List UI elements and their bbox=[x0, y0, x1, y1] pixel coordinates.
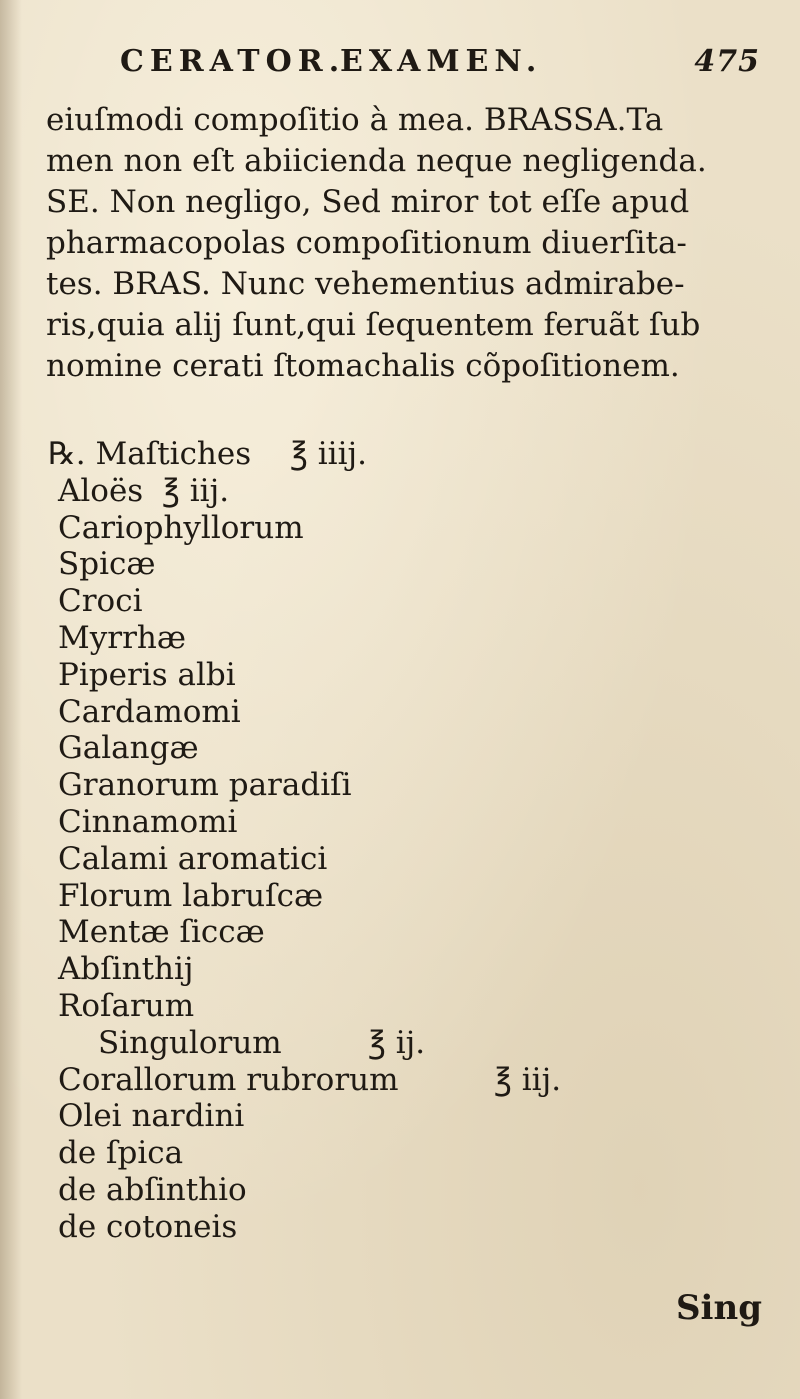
ingredient-name: Singulorum bbox=[98, 1024, 282, 1061]
paragraph-line: tes. BRAS. Nunc vehementius admirabe- bbox=[46, 266, 685, 302]
paragraph-line: eiuſmodi compoſitio à mea. BRASSA.Ta bbox=[46, 102, 664, 138]
ingredient-name: Cariophyllorum bbox=[58, 509, 304, 546]
ingredient-quantity: ℥ iij. bbox=[494, 1061, 562, 1098]
paragraph-line: men non eſt abiicienda neque negligenda. bbox=[46, 143, 707, 179]
recipe-row bbox=[58, 730, 778, 767]
ingredient-name: Cardamomi bbox=[58, 693, 241, 730]
ingredient-name: Croci bbox=[58, 583, 143, 620]
page-gutter-shadow bbox=[0, 0, 22, 1399]
recipe-row bbox=[58, 620, 778, 657]
recipe-row bbox=[58, 694, 778, 731]
ingredient-name: de abſinthio bbox=[58, 1171, 247, 1208]
ingredient-name: Aloës bbox=[58, 472, 144, 509]
ingredient-name: Piperis albi bbox=[58, 656, 236, 693]
paragraph-line: nomine cerati ſtomachalis cõpoſitionem. bbox=[46, 348, 680, 384]
recipe-list bbox=[48, 436, 778, 1246]
recipe-row bbox=[58, 1025, 778, 1062]
page-number: 475 bbox=[694, 44, 760, 79]
recipe-row bbox=[48, 436, 778, 473]
header-left: CERATOR. bbox=[120, 44, 346, 79]
recipe-row bbox=[58, 841, 778, 878]
recipe-row bbox=[58, 1062, 778, 1099]
recipe-row bbox=[58, 804, 778, 841]
recipe-row bbox=[58, 546, 778, 583]
recipe-row bbox=[58, 1209, 778, 1246]
ingredient-name: Calami aromatici bbox=[58, 840, 328, 877]
ingredient-name: Cinnamomi bbox=[58, 803, 238, 840]
paragraph-line: pharmacopolas compoſitionum diuerſita- bbox=[46, 225, 687, 261]
recipe-row bbox=[58, 988, 778, 1025]
recipe-row bbox=[58, 1098, 778, 1135]
running-header bbox=[120, 44, 760, 88]
ingredient-name: Olei nardini bbox=[58, 1098, 245, 1135]
ingredient-name: Spicæ bbox=[58, 546, 156, 583]
recipe-row bbox=[58, 878, 778, 915]
recipe-row bbox=[58, 1135, 778, 1172]
ingredient-name: Roſarum bbox=[58, 987, 195, 1024]
recipe-row bbox=[58, 914, 778, 951]
paragraph-line: ris,quia alij ſunt,qui ſequentem feruãt ſub bbox=[46, 307, 701, 343]
ingredient-quantity: ℥ iij. bbox=[162, 472, 230, 509]
recipe-row bbox=[58, 657, 778, 694]
catchword: Sing bbox=[676, 1288, 762, 1328]
ingredient-name: Granorum paradiſi bbox=[58, 767, 352, 804]
body-paragraph bbox=[46, 100, 776, 387]
recipe-row bbox=[58, 473, 778, 510]
ingredient-name: ℞. Maſtiches bbox=[48, 436, 252, 472]
ingredient-quantity: ℥ ij. bbox=[368, 1024, 426, 1061]
paragraph-line: SE. Non negligo, Sed miror tot eſſe apud bbox=[46, 184, 690, 220]
ingredient-name: Corallorum rubrorum bbox=[58, 1061, 399, 1098]
ingredient-name: Myrrhæ bbox=[58, 619, 186, 656]
recipe-row bbox=[58, 1172, 778, 1209]
ingredient-name: de ſpica bbox=[58, 1135, 184, 1172]
ingredient-name: Mentæ ſiccæ bbox=[58, 914, 265, 951]
ingredient-name: Galangæ bbox=[58, 730, 199, 767]
recipe-row bbox=[58, 767, 778, 804]
recipe-row bbox=[58, 510, 778, 547]
recipe-row bbox=[58, 583, 778, 620]
ingredient-quantity: ℥ iiij. bbox=[290, 436, 367, 472]
recipe-row bbox=[58, 951, 778, 988]
ingredient-name: Florum labruſcæ bbox=[58, 877, 324, 914]
header-middle: EXAMEN. bbox=[340, 44, 543, 79]
ingredient-name: de cotoneis bbox=[58, 1208, 238, 1245]
ingredient-name: Abſinthij bbox=[58, 951, 194, 988]
